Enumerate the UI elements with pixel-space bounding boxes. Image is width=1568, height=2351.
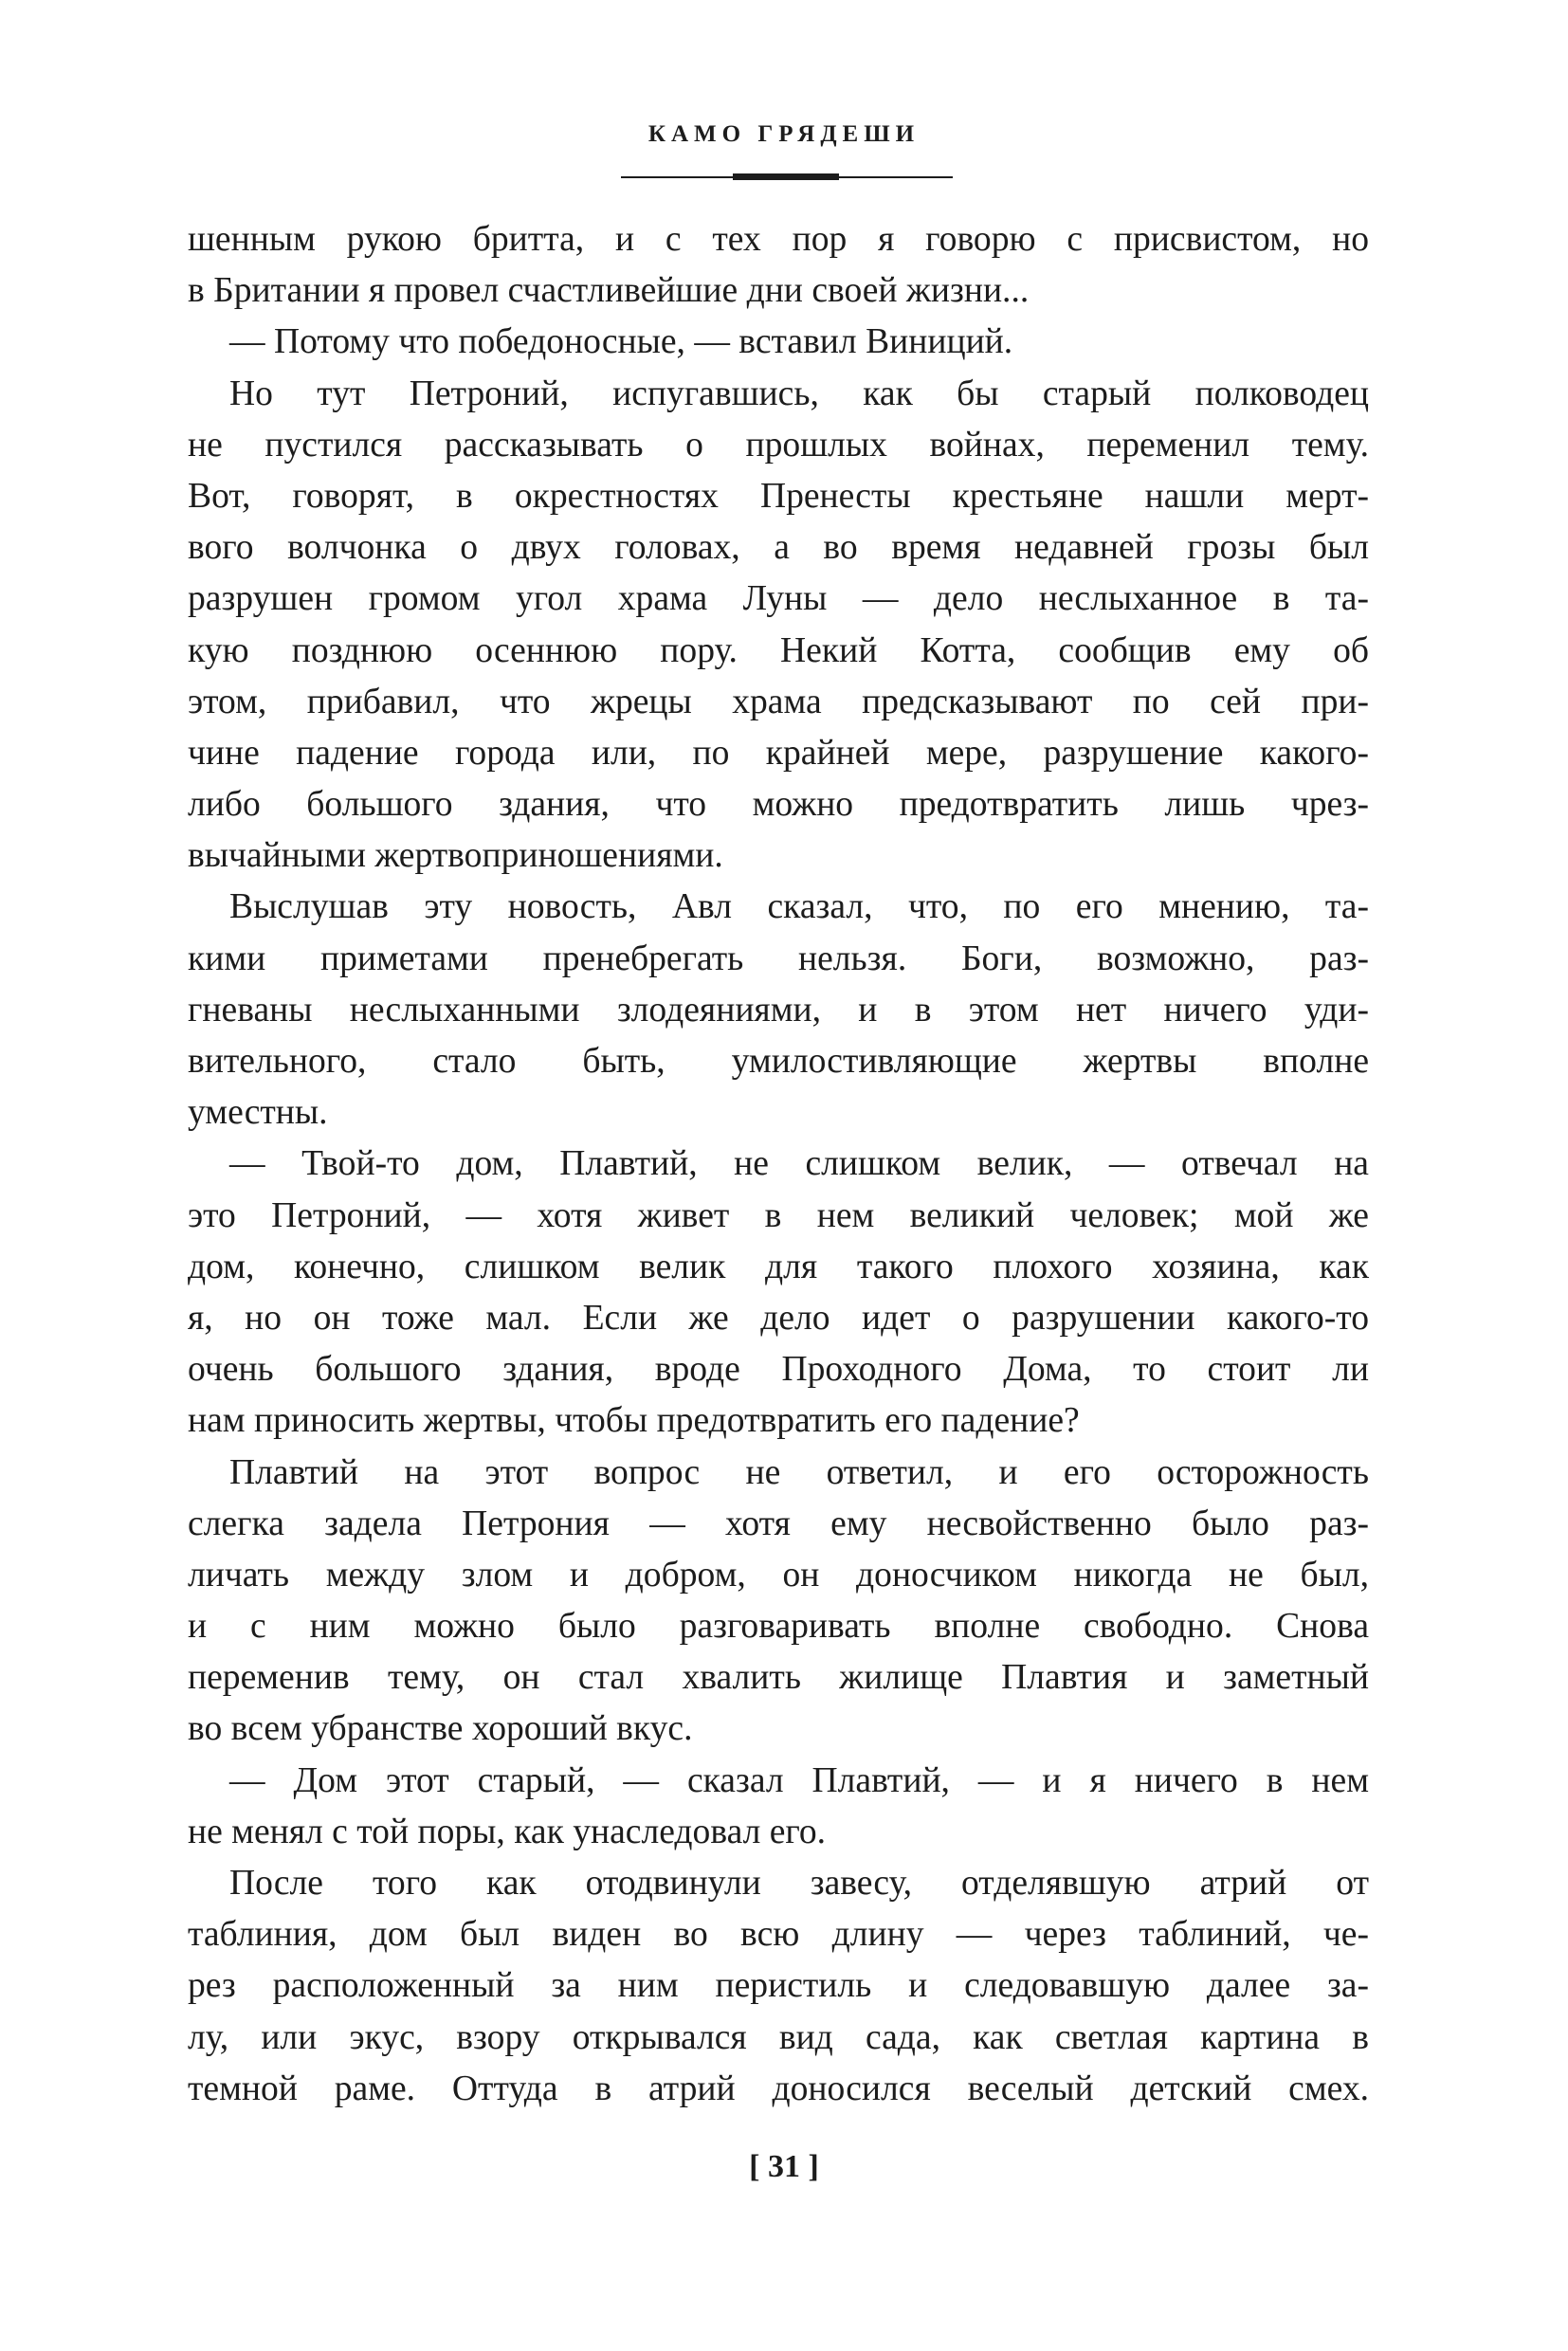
body-text [188, 214, 1369, 2115]
text-line: кую позднюю осеннюю пору. Некий Котта, сообщив ему об [188, 630, 1369, 670]
text-line: После того как отодвинули завесу, отделявшую атрий от [229, 1864, 1369, 1903]
text-line: либо большого здания, что можно предотвратить лишь чрез- [188, 785, 1369, 825]
page-number: [ 31 ] [749, 2149, 819, 2184]
text-line: уместны. [188, 1093, 328, 1133]
text-line: и с ним можно было разговаривать вполне свободно. Снова [188, 1607, 1369, 1647]
header-rule-ornament [733, 173, 839, 180]
text-line: это Петроний, — хотя живет в нем великий человек; мой же [188, 1195, 1369, 1235]
text-line: разрушен громом угол храма Луны — дело неслыханное в та- [188, 579, 1369, 619]
text-line: вого волчонка о двух головах, а во время недавней грозы был [188, 528, 1369, 568]
text-line: таблиния, дом был виден во всю длину — через таблиний, че- [188, 1915, 1369, 1955]
text-line: не пустился рассказывать о прошлых войнах, переменил тему. [188, 425, 1369, 465]
text-line: не менял с той поры, как унаследовал его. [188, 1812, 827, 1851]
text-line: Вот, говорят, в окрестностях Пренесты крестьяне нашли мерт- [188, 476, 1369, 516]
text-line: в Британии я провел счастливейшие дни своей жизни... [188, 271, 1030, 311]
text-line: во всем убранстве хороший вкус. [188, 1709, 693, 1749]
text-line: очень большого здания, вроде Проходного Дома, то стоит ли [188, 1350, 1369, 1390]
text-line: нам приносить жертвы, чтобы предотвратить его падение? [188, 1401, 1080, 1441]
text-line: Выслушав эту новость, Авл сказал, что, по его мнению, та- [229, 887, 1369, 927]
text-line: чине падение города или, по крайней мере, разрушение какого- [188, 733, 1369, 773]
text-line: я, но он тоже мал. Если же дело идет о разрушении какого-то [188, 1298, 1369, 1338]
text-line: переменив тему, он стал хвалить жилище Плавтия и заметный [188, 1658, 1369, 1698]
text-line: шенным рукою бритта, и с тех пор я говорю с присвистом, но [188, 220, 1369, 259]
text-line: дом, конечно, слишком велик для такого плохого хозяина, как [188, 1247, 1369, 1286]
text-line: личать между злом и добром, он доносчиком никогда не был, [188, 1555, 1369, 1595]
text-line: Плавтий на этот вопрос не ответил, и его осторожность [229, 1452, 1369, 1492]
text-line: лу, или экус, взору открывался вид сада, как светлая картина в [188, 2017, 1369, 2057]
text-line: — Дом этот старый, — сказал Плавтий, — и я ничего в нем [229, 1760, 1369, 1800]
text-line: — Твой-то дом, Плавтий, не слишком велик, — отвечал на [229, 1144, 1369, 1184]
text-line: этом, прибавил, что жрецы храма предсказывают по сей при- [188, 682, 1369, 721]
text-line: слегка задела Петрония — хотя ему несвойственно было раз- [188, 1504, 1369, 1543]
text-line: кими приметами пренебрегать нельзя. Боги, возможно, раз- [188, 939, 1369, 978]
text-line: вычайными жертвоприношениями. [188, 836, 723, 876]
text-line: рез расположенный за ним перистиль и следовавшую далее за- [188, 1966, 1369, 2006]
text-line: гневаны неслыханными злодеяниями, и в этом нет ничего уди- [188, 990, 1369, 1030]
text-line: — Потому что победоносные, — вставил Виниций. [229, 322, 1013, 362]
running-title: КАМО ГРЯДЕШИ [647, 121, 921, 147]
text-line: вительного, стало быть, умилостивляющие жертвы вполне [188, 1042, 1369, 1081]
text-line: Но тут Петроний, испугавшись, как бы старый полководец [229, 374, 1369, 413]
text-line: темной раме. Оттуда в атрий доносился веселый детский смех. [188, 2069, 1369, 2108]
